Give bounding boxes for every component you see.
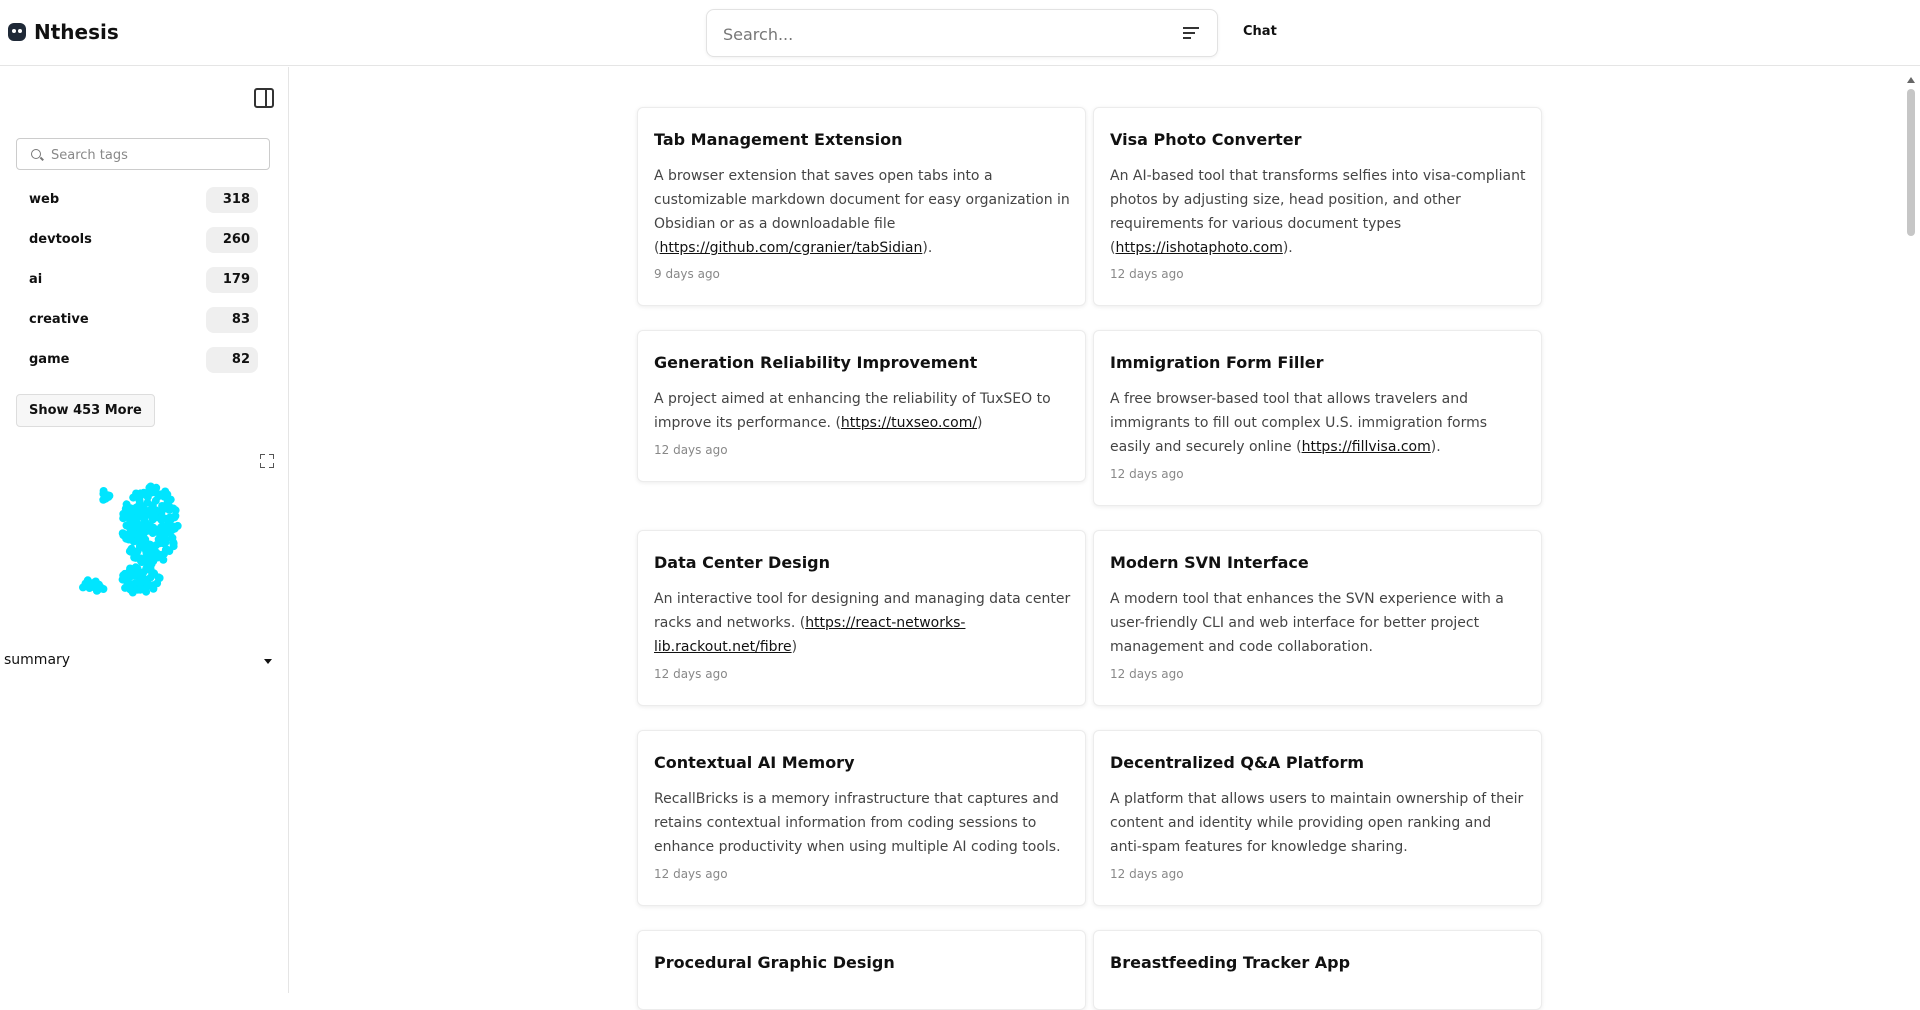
card-description-text: A platform that allows users to maintain ownership of their content and identity while providing open ranking and anti-spam features for knowledge sharing. bbox=[1110, 791, 1524, 855]
card-description bbox=[1110, 387, 1527, 459]
project-card[interactable] bbox=[1093, 730, 1542, 906]
card-title: Modern SVN Interface bbox=[1110, 553, 1309, 572]
card-timestamp: 12 days ago bbox=[1110, 467, 1184, 481]
map-point bbox=[142, 564, 150, 572]
scroll-thumb[interactable] bbox=[1907, 89, 1915, 236]
map-point bbox=[136, 554, 144, 562]
sidebar bbox=[0, 67, 289, 993]
card-description bbox=[1110, 787, 1527, 859]
map-point bbox=[138, 571, 146, 579]
project-card[interactable] bbox=[1093, 330, 1542, 506]
card-description-text: RecallBricks is a memory infrastructure that captures and retains contextual information from coding sessions to enhance productivity when using multiple AI coding tools. bbox=[654, 791, 1061, 855]
card-description-text: A free browser-based tool that allows travelers and immigrants to fill out complex U.S. immigration forms easily and securely online ( bbox=[1110, 391, 1488, 455]
card-timestamp: 12 days ago bbox=[1110, 267, 1184, 281]
tag-item[interactable] bbox=[16, 260, 258, 300]
map-point bbox=[149, 585, 157, 593]
sidebar-toggle-icon[interactable] bbox=[254, 88, 274, 108]
map-point bbox=[155, 529, 163, 537]
map-point bbox=[151, 511, 159, 519]
project-card[interactable] bbox=[637, 330, 1086, 482]
card-timestamp: 12 days ago bbox=[654, 443, 728, 457]
map-point bbox=[121, 571, 129, 579]
caret-down-icon bbox=[264, 659, 272, 664]
card-link[interactable]: https://ishotaphoto.com bbox=[1115, 240, 1283, 256]
embedding-map[interactable] bbox=[70, 475, 220, 610]
card-link[interactable]: https://react-networks-lib.rackout.net/fibre bbox=[654, 615, 966, 655]
map-point bbox=[121, 584, 129, 592]
map-point bbox=[126, 565, 134, 573]
project-card[interactable] bbox=[1093, 930, 1542, 1010]
card-description bbox=[654, 787, 1071, 859]
card-timestamp: 9 days ago bbox=[654, 267, 720, 281]
tag-list bbox=[16, 180, 258, 380]
map-point bbox=[136, 490, 144, 498]
card-title: Data Center Design bbox=[654, 553, 831, 572]
global-search bbox=[706, 9, 1218, 57]
card-timestamp: 12 days ago bbox=[654, 867, 728, 881]
expand-map-icon[interactable] bbox=[260, 454, 274, 468]
map-point bbox=[142, 588, 150, 596]
search-icon bbox=[31, 149, 41, 159]
filter-icon[interactable] bbox=[1183, 27, 1199, 41]
map-point bbox=[93, 580, 101, 588]
map-point bbox=[132, 519, 140, 527]
card-description bbox=[654, 164, 1071, 260]
project-card[interactable] bbox=[637, 107, 1086, 306]
card-description bbox=[654, 387, 1071, 435]
card-description-text: A browser extension that saves open tabs into a customizable markdown document for easy organization in Obsidian or as a downloadable file ( bbox=[654, 168, 1070, 256]
card-description-tail: ). bbox=[1282, 240, 1293, 256]
project-card[interactable] bbox=[1093, 530, 1542, 706]
card-timestamp: 12 days ago bbox=[654, 667, 728, 681]
tag-count-badge: 83 bbox=[206, 307, 258, 333]
brand[interactable] bbox=[8, 20, 119, 44]
map-point bbox=[158, 502, 166, 510]
main-content bbox=[290, 67, 1902, 993]
map-point bbox=[165, 503, 173, 511]
card-description-tail: ) bbox=[977, 415, 983, 431]
tag-name: creative bbox=[29, 312, 89, 327]
project-card[interactable] bbox=[637, 530, 1086, 706]
tag-count-badge: 260 bbox=[206, 227, 258, 253]
search-input[interactable] bbox=[723, 22, 1163, 46]
card-title: Procedural Graphic Design bbox=[654, 953, 895, 972]
app-name: Nthesis bbox=[34, 20, 119, 44]
tag-count-badge: 82 bbox=[206, 347, 258, 373]
tag-name: devtools bbox=[29, 232, 92, 247]
card-description bbox=[1110, 587, 1527, 659]
map-point bbox=[119, 514, 127, 522]
scroll-up-arrow-icon[interactable] bbox=[1907, 77, 1915, 83]
map-point bbox=[140, 529, 148, 537]
map-point bbox=[174, 522, 182, 530]
tag-name: game bbox=[29, 352, 70, 367]
map-point bbox=[84, 576, 92, 584]
map-point bbox=[134, 547, 142, 555]
project-card[interactable] bbox=[637, 730, 1086, 906]
map-point bbox=[148, 555, 156, 563]
map-point bbox=[141, 545, 149, 553]
map-point bbox=[125, 536, 133, 544]
tag-item[interactable] bbox=[16, 300, 258, 340]
tag-count-badge: 318 bbox=[206, 187, 258, 213]
card-link[interactable]: https://github.com/cgranier/tabSidian bbox=[659, 240, 923, 256]
card-description-tail: ). bbox=[1430, 439, 1441, 455]
card-title: Decentralized Q&A Platform bbox=[1110, 753, 1365, 772]
card-link[interactable]: https://fillvisa.com bbox=[1301, 439, 1431, 455]
card-description-text: An interactive tool for designing and managing data center racks and networks. ( bbox=[654, 591, 1071, 631]
card-description-text: A modern tool that enhances the SVN experience with a user-friendly CLI and web interface for better project management and code collaboration. bbox=[1110, 591, 1504, 655]
scrollbar[interactable] bbox=[1902, 67, 1920, 993]
summary-select[interactable] bbox=[0, 647, 276, 673]
tag-item[interactable] bbox=[16, 340, 258, 380]
map-point bbox=[160, 493, 168, 501]
card-description-tail: ) bbox=[791, 639, 798, 655]
map-point bbox=[171, 513, 179, 521]
map-point bbox=[162, 536, 170, 544]
map-point bbox=[148, 524, 156, 532]
map-point bbox=[168, 534, 176, 542]
top-header bbox=[0, 0, 1920, 66]
tag-search-input[interactable] bbox=[51, 146, 261, 164]
project-card[interactable] bbox=[1093, 107, 1542, 306]
map-point bbox=[156, 574, 164, 582]
card-description-tail: ). bbox=[922, 240, 933, 256]
card-description bbox=[1110, 164, 1527, 260]
map-point bbox=[158, 552, 166, 560]
map-point bbox=[134, 502, 142, 510]
robot-logo-icon bbox=[8, 23, 26, 41]
summary-select-value: summary bbox=[4, 652, 71, 668]
map-point bbox=[136, 579, 144, 587]
map-point bbox=[129, 494, 137, 502]
tag-search bbox=[16, 138, 270, 170]
tag-name: web bbox=[29, 192, 60, 207]
tag-item[interactable] bbox=[16, 180, 258, 220]
map-point bbox=[145, 484, 153, 492]
tag-count-badge: 179 bbox=[206, 267, 258, 293]
map-point bbox=[144, 499, 152, 507]
tag-name: ai bbox=[29, 272, 43, 287]
project-card[interactable] bbox=[637, 930, 1086, 1010]
card-link[interactable]: https://tuxseo.com/ bbox=[840, 415, 978, 431]
chat-link[interactable]: Chat bbox=[1243, 24, 1277, 39]
show-more-tags-button[interactable]: Show 453 More bbox=[16, 394, 155, 427]
card-title: Contextual AI Memory bbox=[654, 753, 855, 772]
card-description-text: An AI-based tool that transforms selfies into visa-compliant photos by adjusting size, head position, and other requirements for various document types ( bbox=[1110, 168, 1526, 256]
card-title: Breastfeeding Tracker App bbox=[1110, 953, 1351, 972]
card-title: Tab Management Extension bbox=[654, 130, 903, 149]
card-timestamp: 12 days ago bbox=[1110, 867, 1184, 881]
card-title: Generation Reliability Improvement bbox=[654, 353, 978, 372]
card-description-text: A project aimed at enhancing the reliability of TuxSEO to improve its performance. ( bbox=[654, 391, 1051, 431]
map-point bbox=[100, 487, 108, 495]
map-point bbox=[158, 513, 166, 521]
card-timestamp: 12 days ago bbox=[1110, 667, 1184, 681]
tag-item[interactable] bbox=[16, 220, 258, 260]
card-title: Immigration Form Filler bbox=[1110, 353, 1324, 372]
card-title: Visa Photo Converter bbox=[1110, 130, 1302, 149]
card-description bbox=[654, 587, 1071, 659]
map-point bbox=[127, 507, 135, 515]
